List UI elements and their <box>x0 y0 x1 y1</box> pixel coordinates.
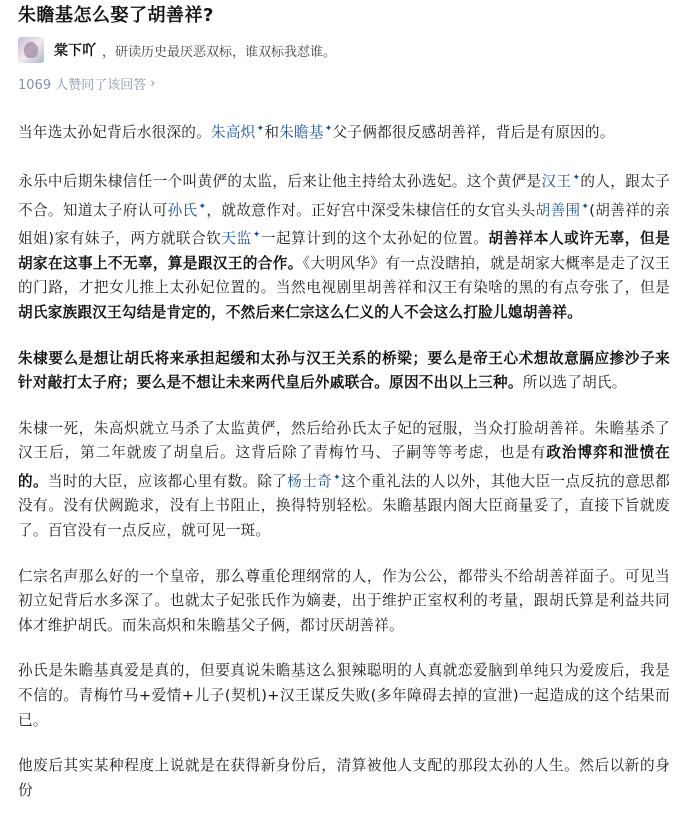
link-marker-icon: ✦ <box>324 124 333 134</box>
link-hu-shanwei[interactable]: 胡善围 <box>535 201 581 219</box>
link-marker-icon: ✦ <box>581 201 590 212</box>
paragraph-2: 永乐中后期朱棣信任一个叫黄俨的太监，后来让他主持给太孙选妃。这个黄俨是汉王✦的人，跟太子不合。知道太子府认可孙氏✦，就故意作对。正好宫中深受朱棣信任的女官头头胡善围✦(胡善祥的亲姐姐)家有妹子，两方就联合钦天监✦一起算计到的这个太孙妃的位置。胡善祥本人或许无辜，但是胡家在这事上不无辜，算是跟汉王的合作。《大明风华》有一点没瞎拍，就是胡家大概率是走了汉王的门路，才把女儿推上太孙妃位置的。当然电视剧里胡善祥和汉王有染啥的黑的有点夸张了，但是胡氏家族跟汉王勾结是肯定的，不然后来仁宗这么仁义的人不会这么打脸儿媳胡善祥。 <box>18 173 670 321</box>
question-title[interactable]: 朱瞻基怎么娶了胡善祥? <box>18 5 214 26</box>
chevron-right-icon: › <box>150 76 156 91</box>
answer-content <box>18 117 670 824</box>
link-zhu-gaochi[interactable]: 朱高炽 <box>210 123 256 141</box>
link-tianjian[interactable]: 天监 <box>221 230 252 248</box>
paragraph-3: 朱棣要么是想让胡氏将来承担起缓和太孙与汉王关系的桥梁；要么是帝王心术想故意膈应掺沙子来针对敲打太子府；要么是不想让未来两代皇后外戚联合。原因不出以上三种。所以选了胡氏。 <box>18 349 670 392</box>
paragraph-5: 仁宗名声那么好的一个皇帝，那么尊重伦理纲常的人，作为公公，都带头不给胡善祥面子。可见当初立妃背后水多深了。也就太子妃张氏作为嫡妻，出于维护正室权利的考量，跟胡氏算是利益共同体才维护胡氏。而朱高炽和朱瞻基父子俩，都讨厌胡善祥。 <box>18 567 670 634</box>
link-zhu-zhanji[interactable]: 朱瞻基 <box>279 123 324 141</box>
author-info <box>18 36 336 64</box>
paragraph-1: 当年选太孙妃背后水很深的。朱高炽✦和朱瞻基✦父子俩都很反感胡善祥，背后是有原因的。 <box>18 123 615 141</box>
author-name[interactable]: 棠下吖 <box>54 43 96 59</box>
link-marker-icon: ✦ <box>256 124 265 134</box>
link-marker-icon: ✦ <box>333 472 341 483</box>
paragraph-4: 朱棣一死，朱高炽就立马杀了太监黄俨，然后给孙氏太子妃的冠服，当众打脸胡善祥。朱瞻基杀了汉王后，第二年就废了胡皇后。这背后除了青梅竹马、子嗣等等考虑，也是有政治博弈和泄愤在的。当时的大臣，应该都心里有数。除了杨士奇✦这个重礼法的人以外，其他大臣一点反抗的意思都没有。没有伏阙跪求，没有上书阻止，换得特别轻松。朱瞻基跟内阁大臣商量妥了，直接下旨就废了。百官没有一点反应，就可见一斑。 <box>18 419 670 540</box>
link-marker-icon: ✦ <box>198 201 207 212</box>
avatar[interactable] <box>18 37 44 63</box>
link-yang-shiqi[interactable]: 杨士奇 <box>287 472 333 490</box>
paragraph-6: 孙氏是朱瞻基真爱是真的，但要真说朱瞻基这么狠辣聪明的人真就恋爱脑到单纯只为爱废后，我是不信的。青梅竹马+爱情+儿子(契机)+汉王谋反失败(多年障碍去掉的宣泄)一起造成的这个结果而已。 <box>18 662 670 729</box>
paragraph-7: 他废后其实某种程度上说就是在获得新身份后，清算被他人支配的那段太孙的人生。然后以新的身份 <box>18 757 670 799</box>
link-marker-icon: ✦ <box>572 173 581 184</box>
upvote-text: 1069 人赞同了该回答 <box>18 78 147 93</box>
link-sun-shi[interactable]: 孙氏 <box>167 201 198 219</box>
link-marker-icon: ✦ <box>252 230 261 241</box>
author-bio: ，研读历史最厌恶双标，谁双标我怼谁。 <box>102 44 337 60</box>
upvote-count[interactable] <box>18 74 155 93</box>
link-han-wang[interactable]: 汉王 <box>541 173 572 191</box>
